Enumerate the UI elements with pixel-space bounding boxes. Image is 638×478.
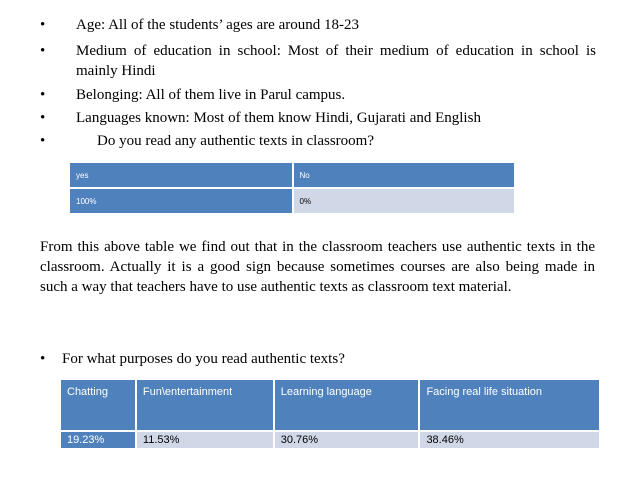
bullet-marker: • xyxy=(40,87,46,103)
table-cell: 19.23% xyxy=(61,431,136,448)
bullet-text: Medium of education in school: Most of their medium of education in school is mainly Hindi xyxy=(76,43,596,79)
table-row xyxy=(61,431,600,448)
table-cell: 38.46% xyxy=(419,431,600,448)
table-header-cell: Chatting xyxy=(61,380,136,431)
bullet-text: Belonging: All of them live in Parul campus. xyxy=(76,87,346,103)
table-header-cell: Facing real life situation xyxy=(419,380,600,431)
table-cell: 100% xyxy=(70,188,293,213)
table-header-row xyxy=(70,163,515,188)
table-row xyxy=(70,188,515,213)
table-header-cell: yes xyxy=(70,163,293,188)
bullet-text: Age: All of the students’ ages are around 18-23 xyxy=(76,17,359,33)
bullet-marker: • xyxy=(40,43,46,59)
bullet-text: Do you read any authentic texts in classroom? xyxy=(97,133,375,149)
table-cell: 30.76% xyxy=(274,431,420,448)
bullet-marker: • xyxy=(40,351,46,367)
bullet-text: For what purposes do you read authentic texts? xyxy=(62,351,345,367)
table-cell: 11.53% xyxy=(136,431,274,448)
authentic-texts-table xyxy=(70,163,516,213)
analysis-paragraph: From this above table we find out that in the classroom teachers use authentic texts in the classroom. Actually it is a good sign because sometimes courses are also being made in such a way that teachers have to use authentic texts as classroom text material. xyxy=(40,239,595,295)
table-cell: 0% xyxy=(293,188,516,213)
bullet-marker: • xyxy=(40,133,46,149)
purposes-table xyxy=(61,380,601,448)
bullet-marker: • xyxy=(40,17,46,33)
table-header-cell: No xyxy=(293,163,516,188)
bullet-marker: • xyxy=(40,110,46,126)
table-header-cell: Fun\entertainment xyxy=(136,380,274,431)
bullet-text: Languages known: Most of them know Hindi, Gujarati and English xyxy=(76,110,481,126)
table-header-row xyxy=(61,380,600,431)
table-header-cell: Learning language xyxy=(274,380,420,431)
